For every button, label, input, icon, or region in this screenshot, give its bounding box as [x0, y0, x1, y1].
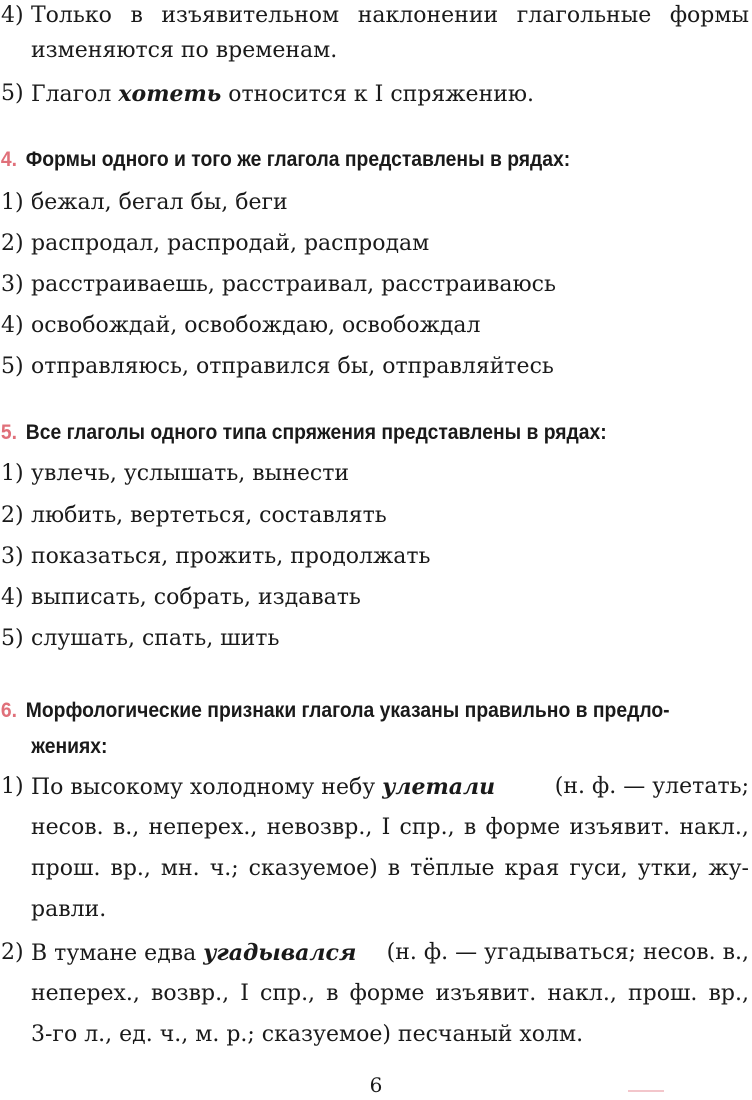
word: Только: [31, 3, 112, 28]
word: прош.: [31, 856, 101, 881]
word: тёплые: [410, 856, 495, 881]
question-title: Морфологические признаки глагола указаны правильно в предло-: [25, 699, 670, 722]
word: вр.,: [708, 981, 749, 1006]
option-text: выписать, собрать, издавать: [31, 585, 361, 610]
word: изъявит.: [569, 815, 671, 840]
word: изъявительном: [161, 3, 340, 28]
option-text: (н. ф. — угадываться; несов. в.,: [386, 940, 749, 965]
word: неперех.,: [31, 981, 140, 1006]
emphasized-word: хотеть: [118, 81, 222, 107]
option-text: изменяются по временам.: [31, 38, 338, 63]
word: формы: [669, 3, 749, 28]
option-number: 1): [1, 461, 24, 486]
option-text: слушать, спать, шить: [31, 626, 280, 651]
word: накл.,: [679, 815, 749, 840]
question-number: 5.: [0, 421, 18, 444]
option-text: 3-го л., ед. ч., м. р.; сказуемое) песчаный холм.: [31, 1022, 584, 1047]
option-text-line: [31, 933, 749, 974]
question-title: Формы одного и того же глагола представлены в рядах:: [25, 148, 571, 171]
option-text: (н. ф. — улетать;: [554, 774, 749, 799]
word: несов.: [31, 815, 104, 840]
word: невозвр.,: [266, 815, 373, 840]
option-text: равли.: [31, 897, 107, 922]
word: в: [387, 856, 401, 881]
emphasized-word: улетали: [382, 774, 496, 800]
word: форме: [485, 815, 561, 840]
option-number: 1): [1, 774, 24, 799]
option-number: 3): [1, 544, 24, 569]
option-number: 5): [1, 81, 24, 106]
word: в.,: [112, 815, 140, 840]
decorative-mark: [628, 1090, 664, 1092]
option-text: Глагол хотеть относится к I спряжению.: [31, 81, 535, 107]
page-number: 6: [369, 1073, 383, 1097]
option-number: 1): [1, 190, 24, 215]
option-number: 2): [1, 231, 24, 256]
word: гуси,: [569, 856, 628, 881]
word: сказуемое): [248, 856, 378, 881]
option-number: 2): [1, 940, 24, 965]
option-text: распродал, распродай, распродам: [31, 231, 430, 256]
question-title: Все глаголы одного типа спряжения представлены в рядах:: [25, 421, 607, 444]
option-text: увлечь, услышать, вынести: [31, 461, 350, 486]
word: наклонении: [357, 3, 499, 28]
option-number: 2): [1, 503, 24, 528]
word: прош.: [627, 981, 698, 1006]
word: вр.,: [110, 856, 151, 881]
option-text: бежал, бегал бы, беги: [31, 190, 288, 215]
option-text: показаться, прожить, продолжать: [31, 544, 431, 569]
word: жу-: [708, 856, 749, 881]
word: I: [381, 815, 391, 840]
option-number: 4): [1, 313, 24, 338]
question-number: 4.: [0, 148, 18, 171]
option-number: 4): [1, 585, 24, 610]
option-text: расстраиваешь, расстраивал, расстраиваюсь: [31, 272, 556, 297]
option-text: По высокому холодному небу улетали: [31, 774, 496, 800]
word: I: [240, 981, 249, 1006]
question-number: 6.: [0, 699, 18, 722]
question-title: жениях:: [31, 735, 108, 758]
emphasized-word: угадывался: [203, 940, 357, 966]
word: глагольные: [516, 3, 652, 28]
word: возвр.,: [150, 981, 230, 1006]
option-number: 4): [1, 3, 24, 28]
option-number: 5): [1, 354, 24, 379]
word: мн.: [160, 856, 200, 881]
option-text: В тумане едва угадывался: [31, 940, 357, 966]
word: утки,: [637, 856, 699, 881]
option-number: 5): [1, 626, 24, 651]
word: спр.,: [260, 981, 316, 1006]
word: в: [463, 815, 477, 840]
option-text: отправляюсь, отправился бы, отправляйтесь: [31, 354, 554, 379]
word: спр.,: [399, 815, 455, 840]
option-text-line: [31, 767, 749, 808]
option-text: освобождай, освобождаю, освобождал: [31, 313, 481, 338]
word: края: [504, 856, 560, 881]
word: изъявит.: [435, 981, 537, 1006]
word: в: [326, 981, 339, 1006]
word: ч.;: [209, 856, 239, 881]
option-text: любить, вертеться, составлять: [31, 503, 387, 528]
option-number: 3): [1, 272, 24, 297]
word: форме: [349, 981, 425, 1006]
word: неперех.,: [148, 815, 258, 840]
word: в: [130, 3, 143, 28]
word: накл.,: [547, 981, 617, 1006]
